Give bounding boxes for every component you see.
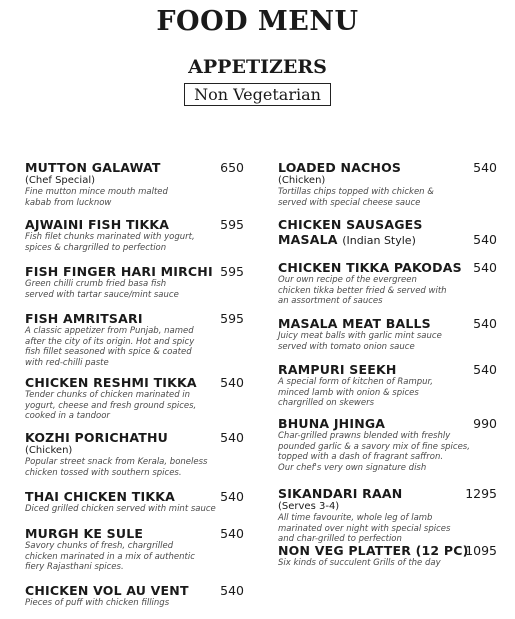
item-name: MASALA MEAT BALLS: [278, 316, 431, 331]
menu-item: [278, 217, 423, 248]
item-name: BHUNA JHINGA: [278, 416, 386, 431]
menu-item: [278, 160, 434, 208]
category-badge-wrap: [0, 83, 515, 106]
item-description: marinated over night with special spices: [278, 523, 451, 534]
item-description: Popular street snack from Kerala, boneless: [25, 457, 208, 467]
item-name: LOADED NACHOS: [278, 160, 402, 175]
item-description: Green chilli crumb fried basa fish: [25, 279, 167, 289]
item-description: A classic appetizer from Punjab, named: [25, 326, 194, 336]
item-description: served with special cheese sauce: [278, 197, 421, 208]
item-name: CHICKEN VOL AU VENT: [25, 583, 189, 598]
item-description: served with tartar sauce/mint sauce: [25, 289, 179, 300]
item-name: FISH AMRITSARI: [25, 311, 143, 326]
item-price: 540: [473, 232, 497, 247]
menu-item: [25, 430, 207, 478]
item-description: served with tomato onion sauce: [278, 341, 415, 352]
menu-item: [278, 362, 433, 409]
item-name-continued: MASALA (Indian Style): [278, 232, 416, 247]
item-note: (Chicken): [278, 175, 326, 186]
item-name: RAMPURI SEEKH: [278, 362, 397, 377]
item-description: with red-chilli paste: [25, 357, 109, 368]
item-description: A special form of kitchen of Rampur,: [278, 377, 433, 387]
item-price: 1095: [465, 543, 497, 558]
item-price: 595: [220, 217, 244, 232]
item-description: an assortment of sauces: [278, 296, 383, 306]
menu-item: [25, 217, 195, 253]
item-style: (Indian Style): [342, 234, 416, 247]
item-note: (Serves 3-4): [278, 501, 340, 512]
item-description: Tender chunks of chicken marinated in: [25, 390, 191, 400]
item-price: 540: [473, 362, 497, 377]
menu-item: [25, 526, 195, 573]
item-description: fish fillet seasoned with spice & coated: [25, 347, 192, 357]
item-name: MUTTON GALAWAT: [25, 160, 161, 175]
item-description: chicken tossed with southern spices.: [25, 467, 182, 478]
item-description: cooked in a tandoor: [25, 411, 110, 421]
menu-item: [278, 486, 450, 545]
item-name: MURGH KE SULE: [25, 526, 144, 541]
item-note: (Chicken): [25, 445, 73, 456]
menu-item: [25, 160, 168, 208]
item-price: 540: [473, 260, 497, 275]
item-name: THAI CHICKEN TIKKA: [25, 489, 175, 504]
section-title: APPETIZERS: [188, 56, 327, 78]
item-description: fiery Rajasthani spices.: [25, 562, 124, 572]
item-price: 650: [220, 160, 244, 175]
menu-item: [25, 375, 197, 422]
item-price: 595: [220, 264, 244, 279]
item-name: CHICKEN SAUSAGES: [278, 217, 423, 232]
item-description: chargrilled on skewers: [278, 398, 375, 408]
item-description: yogurt, cheese and fresh ground spices,: [25, 400, 197, 411]
menu-title: FOOD MENU: [156, 6, 359, 37]
item-description: Diced grilled chicken served with mint sauce: [25, 504, 216, 514]
item-description: chicken marinated in a mix of authentic: [25, 551, 195, 562]
item-description: topped with a dash of fragrant saffron.: [278, 452, 444, 462]
item-description: Char-grilled prawns blended with freshly: [278, 431, 451, 441]
menu-item: [278, 316, 442, 352]
item-name: CHICKEN RESHMI TIKKA: [25, 375, 197, 390]
item-price: 1295: [465, 486, 497, 501]
item-description: Tortillas chips topped with chicken &: [278, 187, 434, 197]
item-price: 540: [220, 526, 244, 541]
item-price: 540: [473, 160, 497, 175]
item-description: Juicy meat balls with garlic mint sauce: [278, 331, 442, 341]
menu-item: [25, 583, 189, 609]
item-description: Fish filet chunks marinated with yogurt,: [25, 232, 195, 242]
item-note: (Chef Special): [25, 175, 96, 186]
item-name: KOZHI PORICHATHU: [25, 430, 169, 445]
item-description: All time favourite, whole leg of lamb: [278, 513, 433, 523]
item-description: pounded garlic & a savory mix of fine spices,: [278, 441, 470, 452]
item-description: Fine mutton mince mouth malted: [25, 187, 168, 197]
item-price: 595: [220, 311, 244, 326]
item-price: 540: [220, 489, 244, 504]
item-description: Our chef's very own signature dish: [278, 462, 427, 473]
item-price: 540: [220, 583, 244, 598]
menu-item: [278, 260, 462, 307]
item-name: FISH FINGER HARI MIRCHI: [25, 264, 213, 279]
item-description: Six kinds of succulent Grills of the day: [278, 558, 441, 568]
item-price: 540: [473, 316, 497, 331]
item-description: Pieces of puff with chicken fillings: [25, 598, 170, 608]
item-description: and char-grilled to perfection: [278, 534, 402, 544]
item-name: SIKANDARI RAAN: [278, 486, 403, 501]
item-description: Savory chunks of fresh, chargrilled: [25, 541, 174, 551]
item-name: CHICKEN TIKKA PAKODAS: [278, 260, 462, 275]
item-name: AJWAINI FISH TIKKA: [25, 217, 170, 232]
item-price: 540: [220, 375, 244, 390]
item-description: minced lamb with onion & spices: [278, 387, 419, 398]
menu-item: [25, 311, 194, 368]
item-description: after the city of its origin. Hot and spicy: [25, 336, 195, 347]
item-price: 990: [473, 416, 497, 431]
category-badge: Non Vegetarian: [184, 83, 331, 106]
item-description: kabab from lucknow: [25, 197, 112, 208]
item-name: NON VEG PLATTER (12 PC): [278, 543, 469, 558]
item-description: Our own recipe of the evergreen: [278, 275, 417, 285]
item-price: 540: [220, 430, 244, 445]
item-description: chicken tikka better fried & served with: [278, 285, 447, 296]
item-description: spices & chargrilled to perfection: [25, 242, 167, 253]
